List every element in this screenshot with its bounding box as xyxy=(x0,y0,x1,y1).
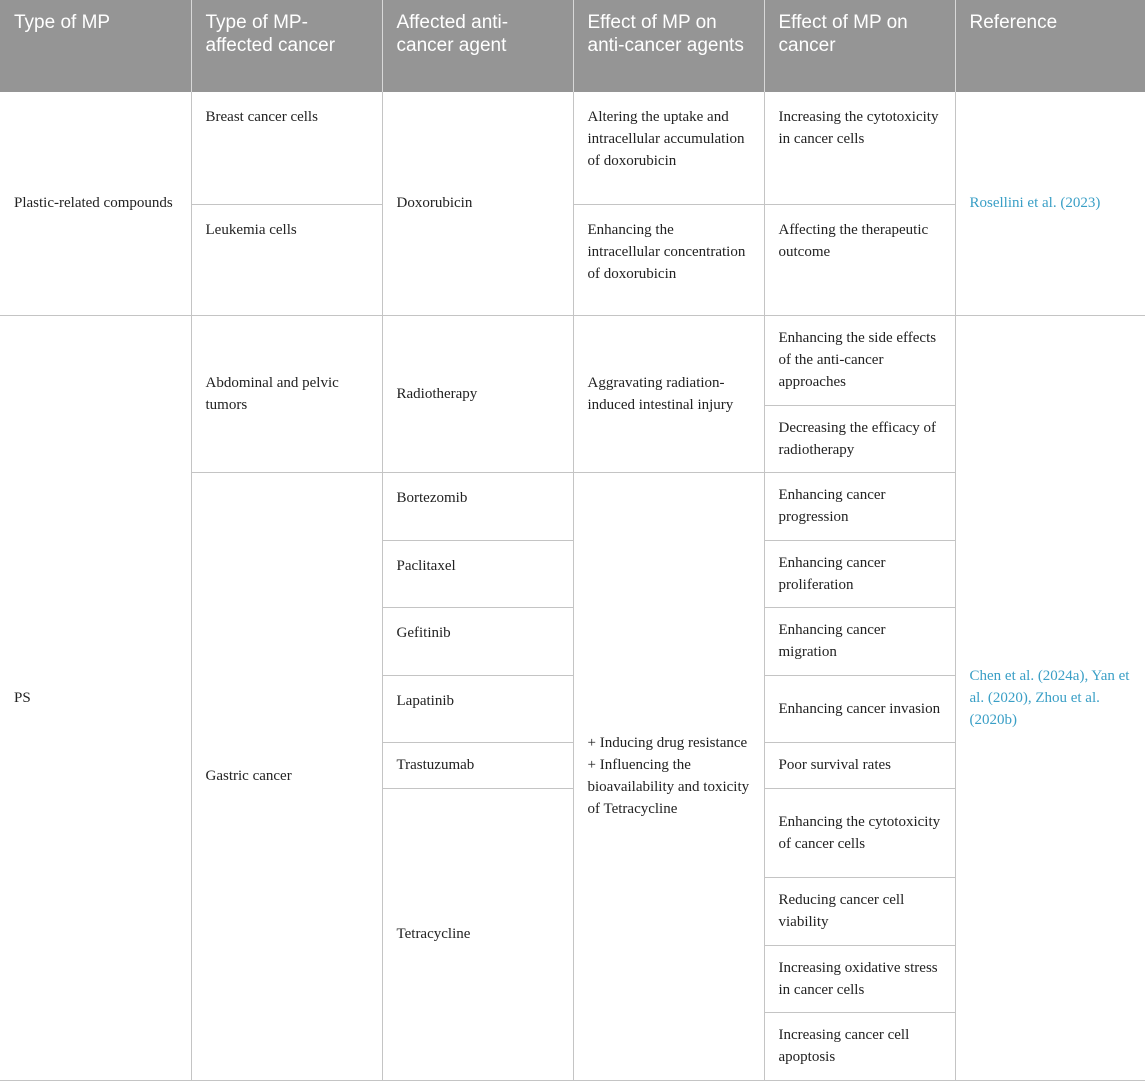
effect-on-cancer-cell: Enhancing cancer proliferation xyxy=(764,540,955,607)
cancer-type-cell: Breast cancer cells xyxy=(191,92,382,204)
table-row xyxy=(0,315,1145,405)
header-effect-on-cancer: Effect of MP on cancer xyxy=(764,0,955,92)
effect-on-cancer-cell: Affecting the therapeutic outcome xyxy=(764,204,955,315)
agent-cell: Tetracycline xyxy=(382,788,573,1080)
effect-on-cancer-cell: Increasing cancer cell apoptosis xyxy=(764,1012,955,1080)
effect-on-cancer-cell: Enhancing cancer migration xyxy=(764,607,955,675)
mp-type-cell: Plastic-related compounds xyxy=(0,92,191,315)
agent-cell: Trastuzumab xyxy=(382,742,573,788)
effect-on-agent-line: + Influencing the bioavailability and toxicity of Tetracycline xyxy=(587,757,750,818)
agent-cell: Radiotherapy xyxy=(382,315,573,472)
cancer-type-cell: Abdominal and pelvic tumors xyxy=(191,315,382,472)
effect-on-cancer-cell: Increasing the cytotoxicity in cancer cells xyxy=(764,92,955,204)
cancer-type-cell: Gastric cancer xyxy=(191,472,382,1080)
table-row xyxy=(0,92,1145,204)
effect-on-agent-line: + Inducing drug resistance xyxy=(587,735,748,752)
mp-type-cell: PS xyxy=(0,315,191,1080)
effect-on-cancer-cell: Decreasing the efficacy of radiotherapy xyxy=(764,405,955,472)
reference-cell: Rosellini et al. (2023) xyxy=(955,92,1145,315)
effect-on-cancer-cell: Enhancing cancer invasion xyxy=(764,675,955,742)
header-affected-agent: Affected anti-cancer agent xyxy=(382,0,573,92)
header-type-of-mp: Type of MP xyxy=(0,0,191,92)
agent-cell: Lapatinib xyxy=(382,675,573,742)
effect-on-cancer-cell: Reducing cancer cell viability xyxy=(764,877,955,945)
effect-on-cancer-cell: Poor survival rates xyxy=(764,742,955,788)
header-type-of-cancer: Type of MP-affected cancer xyxy=(191,0,382,92)
header-row xyxy=(0,0,1145,92)
agent-cell: Gefitinib xyxy=(382,607,573,675)
effect-on-agent-cell: Altering the uptake and intracellular accumulation of doxorubicin xyxy=(573,92,764,204)
header-effect-on-agents: Effect of MP on anti-cancer agents xyxy=(573,0,764,92)
cancer-type-cell: Leukemia cells xyxy=(191,204,382,315)
effect-on-cancer-cell: Enhancing the cytotoxicity of cancer cells xyxy=(764,788,955,877)
header-reference: Reference xyxy=(955,0,1145,92)
effect-on-agent-cell: Aggravating radiation-induced intestinal injury xyxy=(573,315,764,472)
effect-on-cancer-cell: Enhancing cancer progression xyxy=(764,472,955,540)
agent-cell: Doxorubicin xyxy=(382,92,573,315)
agent-cell: Paclitaxel xyxy=(382,540,573,607)
effect-on-agent-cell: Enhancing the intracellular concentration of doxorubicin xyxy=(573,204,764,315)
effect-on-cancer-cell: Enhancing the side effects of the anti-cancer approaches xyxy=(764,315,955,405)
effect-on-agent-cell xyxy=(573,472,764,1080)
reference-cell: Chen et al. (2024a), Yan et al. (2020), Zhou et al. (2020b) xyxy=(955,315,1145,1080)
effect-on-cancer-cell: Increasing oxidative stress in cancer cells xyxy=(764,945,955,1012)
agent-cell: Bortezomib xyxy=(382,472,573,540)
